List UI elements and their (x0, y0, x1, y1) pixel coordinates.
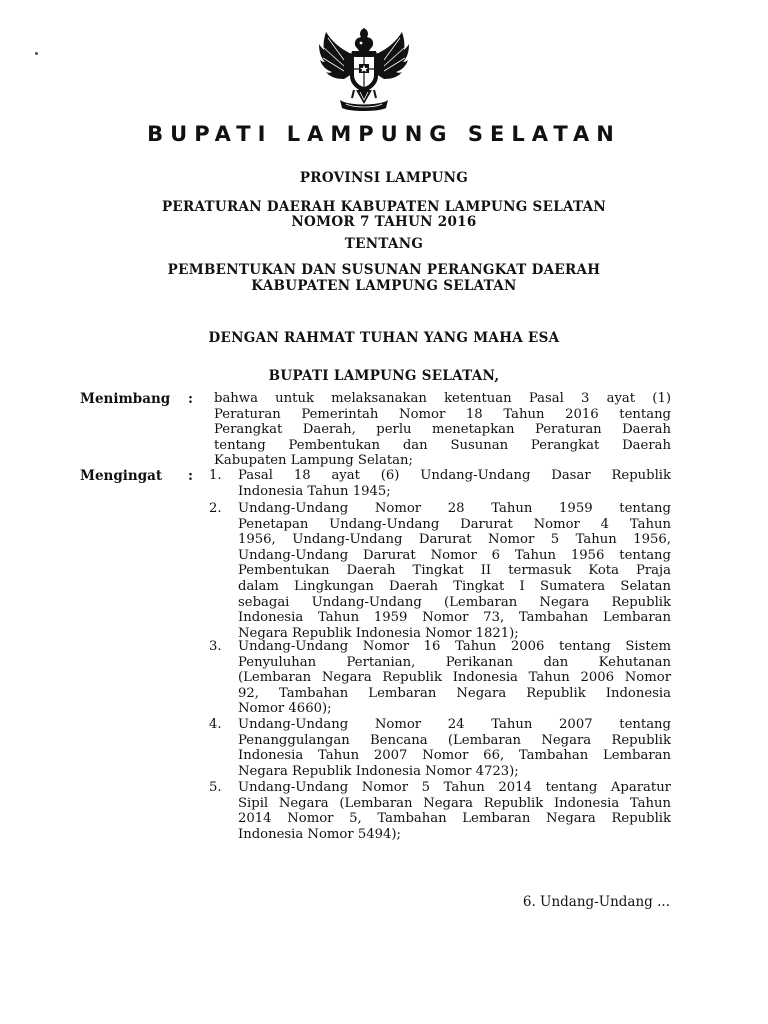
menimbang-label: Menimbang (80, 391, 171, 407)
menimbang-line: Peraturan Pemerintah Nomor 18 Tahun 2016 tentang (214, 406, 671, 422)
item-number: 5. (209, 780, 222, 795)
menimbang-line: Perangkat Daerah, perlu menetapkan Peraturan Daerah (214, 422, 671, 438)
item-line: Indonesia Tahun 1945; (238, 483, 391, 499)
item-line: 92, Tambahan Lembaran Negara Republik Indonesia (238, 685, 671, 701)
mengingat-item (209, 501, 671, 643)
item-line: sebagai Undang-Undang (Lembaran Negara Republik (238, 594, 671, 610)
menimbang-line: Kabupaten Lampung Selatan; (214, 453, 413, 469)
item-number: 4. (209, 717, 222, 732)
item-line: 1956, Undang-Undang Darurat Nomor 5 Tahun 1956, (238, 532, 671, 548)
item-line: Indonesia Tahun 1959 Nomor 73, Tambahan Lembaran (238, 610, 671, 626)
item-line: Penanggulangan Bencana (Lembaran Negara Republik (238, 732, 671, 748)
subject-line2: KABUPATEN LAMPUNG SELATAN (251, 278, 517, 294)
item-line: Pembentukan Daerah Tingkat II termasuk Kota Praja (238, 563, 671, 579)
province-heading: PROVINSI LAMPUNG (299, 170, 469, 186)
item-line: Negara Republik Indonesia Nomor 4723); (238, 763, 519, 779)
mengingat-item (209, 468, 671, 500)
subject-line1: PEMBENTUKAN DAN SUSUNAN PERANGKAT DAERAH (167, 262, 601, 278)
item-line: Penetapan Undang-Undang Darurat Nomor 4 Tahun (238, 516, 671, 532)
mengingat-label: Mengingat (80, 468, 163, 484)
menimbang-text (214, 391, 671, 469)
item-line: Undang-Undang Nomor 28 Tahun 1959 tentang (238, 501, 671, 516)
menimbang-line: tentang Pembentukan dan Susunan Perangkat Daerah (214, 437, 671, 453)
mengingat-item (209, 639, 671, 719)
item-line: Undang-Undang Darurat Nomor 6 Tahun 1956 tentang (238, 547, 671, 563)
scan-speck (35, 52, 38, 55)
item-line: Undang-Undang Nomor 16 Tahun 2006 tentang Sistem (238, 639, 671, 654)
item-line: Indonesia Tahun 2007 Nomor 66, Tambahan Lembaran (238, 748, 671, 764)
regulation-number: NOMOR 7 TAHUN 2016 (291, 214, 477, 230)
item-line: Negara Republik Indonesia Nomor 1821); (238, 625, 519, 641)
item-number: 3. (209, 639, 222, 654)
item-line: dalam Lingkungan Daerah Tingkat I Sumatera Selatan (238, 578, 671, 594)
item-line: Pasal 18 ayat (6) Undang-Undang Dasar Republik (238, 468, 671, 483)
issuer-title: BUPATI LAMPUNG SELATAN (147, 122, 621, 146)
item-line: (Lembaran Negara Republik Indonesia Tahun 2006 Nomor (238, 670, 671, 686)
mengingat-colon: : (188, 468, 193, 484)
item-line: Indonesia Nomor 5494); (238, 826, 401, 842)
item-line: Sipil Negara (Lembaran Negara Republik Indonesia Tahun (238, 795, 671, 811)
regulation-title-line1: PERATURAN DAERAH KABUPATEN LAMPUNG SELATAN (161, 199, 607, 215)
item-line: Undang-Undang Nomor 24 Tahun 2007 tentang (238, 717, 671, 732)
item-line: Undang-Undang Nomor 5 Tahun 2014 tentang Aparatur (238, 780, 671, 795)
garuda-emblem-icon (314, 24, 414, 116)
menimbang-line: bahwa untuk melaksanakan ketentuan Pasal 3 ayat (1) (214, 391, 671, 406)
mengingat-item (209, 780, 671, 844)
item-line: Penyuluhan Pertanian, Perikanan dan Kehutanan (238, 654, 671, 670)
item-line: Nomor 4660); (238, 701, 332, 717)
item-number: 1. (209, 468, 222, 483)
continuation-note: 6. Undang-Undang ... (522, 894, 670, 910)
item-line: 2014 Nomor 5, Tambahan Lembaran Negara Republik (238, 811, 671, 827)
menimbang-colon: : (188, 391, 193, 407)
blessing-line: DENGAN RAHMAT TUHAN YANG MAHA ESA (208, 330, 560, 346)
item-number: 2. (209, 501, 222, 516)
mengingat-item (209, 717, 671, 781)
tentang-heading: TENTANG (344, 236, 424, 252)
bupati-line: BUPATI LAMPUNG SELATAN, (268, 368, 500, 384)
